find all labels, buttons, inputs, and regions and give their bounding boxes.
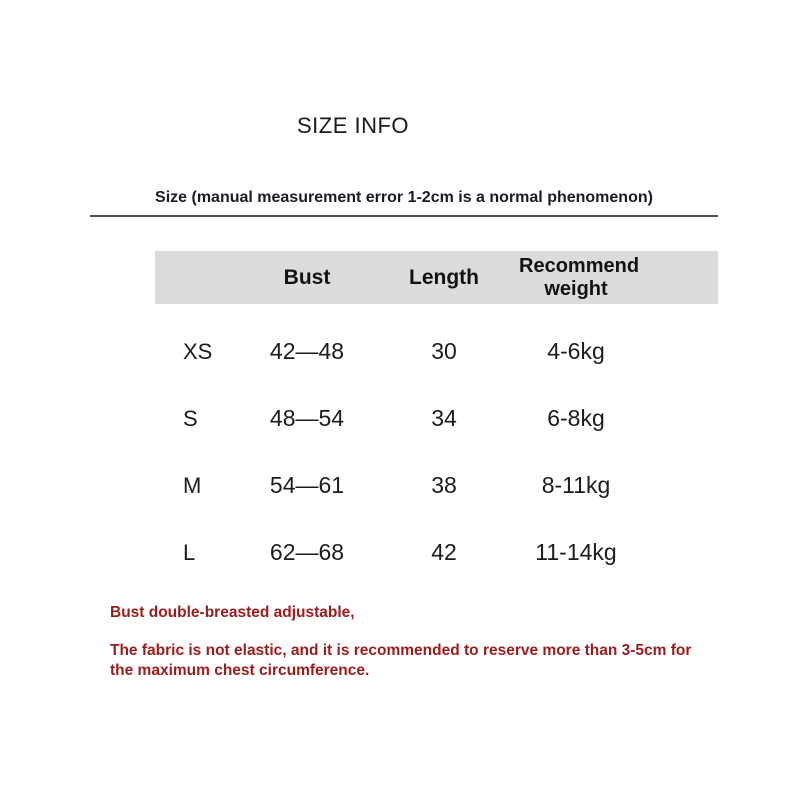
size-table (155, 251, 718, 586)
length-value: 42 (431, 539, 457, 565)
table-row-s (155, 385, 718, 452)
table-row-xs (155, 318, 718, 385)
length-value: 38 (431, 472, 457, 498)
size-label: XS (183, 338, 213, 364)
length-value: 34 (431, 405, 457, 431)
column-header-bust: Bust (283, 265, 331, 289)
divider-line (90, 215, 718, 217)
table-row-m (155, 452, 718, 519)
note-fabric: The fabric is not elastic, and it is recommended to reserve more than 3-5cm for the maximum chest circumference. (110, 642, 692, 679)
weight-value: 11-14kg (535, 539, 617, 565)
size-label: S (183, 405, 198, 431)
bust-value: 54—61 (269, 472, 345, 498)
bust-value: 48—54 (269, 405, 345, 431)
column-header-length: Length (409, 265, 479, 289)
length-value: 30 (431, 338, 457, 364)
product-notes (110, 603, 710, 681)
note-adjustable: Bust double-breasted adjustable, (110, 604, 355, 621)
weight-value: 4-6kg (547, 338, 605, 364)
size-label: L (183, 539, 196, 565)
page-title: SIZE INFO (296, 113, 410, 138)
column-header-weight: Recommend weight (519, 255, 640, 300)
table-row-l (155, 519, 718, 586)
bust-value: 62—68 (269, 539, 345, 565)
weight-value: 8-11kg (541, 472, 611, 498)
weight-value: 6-8kg (547, 405, 605, 431)
table-body (155, 318, 718, 586)
size-label: M (183, 472, 202, 498)
bust-value: 42—48 (269, 338, 345, 364)
table-header-row (155, 251, 718, 304)
subtitle-measurement-note: Size (manual measurement error 1-2cm is a normal phenomenon) (155, 189, 653, 206)
